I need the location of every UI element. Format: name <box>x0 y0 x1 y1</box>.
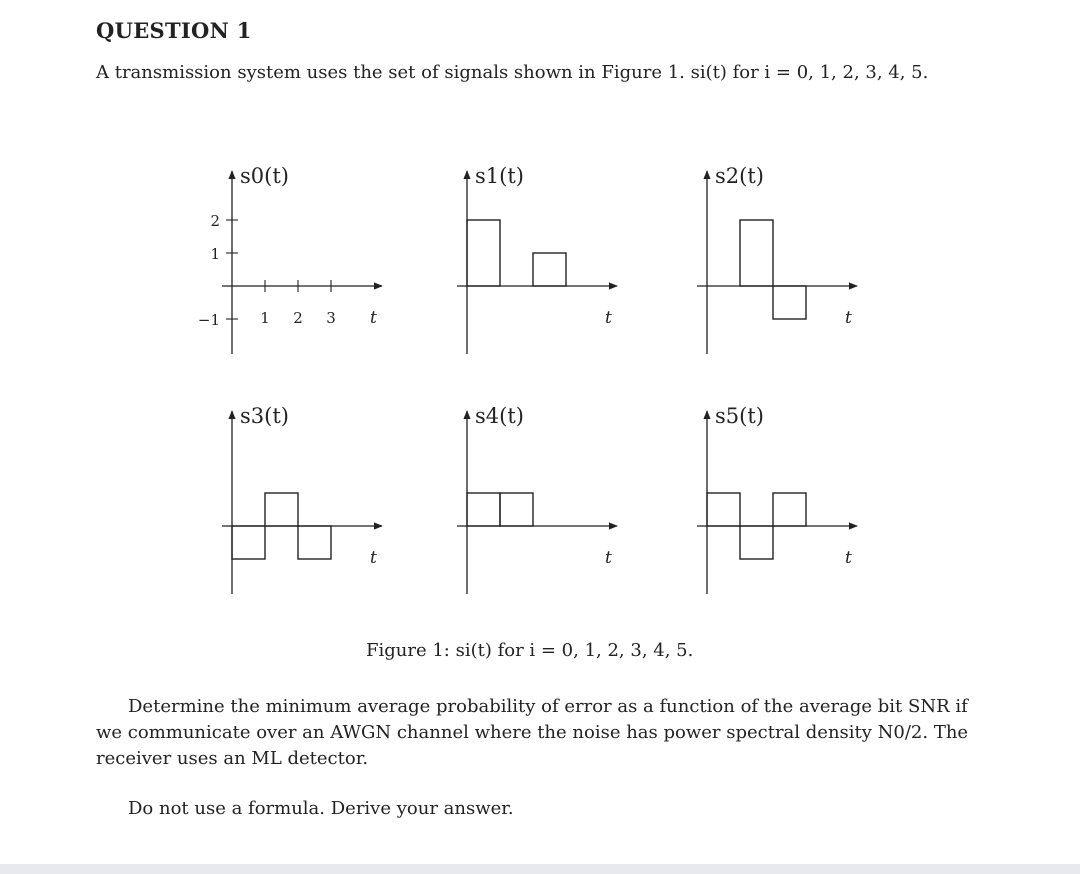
signal-1-label: s1(t) <box>475 164 524 188</box>
signal-0-t-label: t <box>370 308 377 328</box>
bottom-strip <box>0 864 1080 874</box>
signal-5-pulse <box>740 526 773 559</box>
signal-2-label: s2(t) <box>715 164 764 188</box>
signal-3-pulse <box>232 526 265 559</box>
signal-1-t-label: t <box>605 308 612 328</box>
signal-4-pulse <box>467 493 500 526</box>
signal-0-x-tick-label: 3 <box>326 309 336 327</box>
signal-0-x-tick-label: 2 <box>293 309 303 327</box>
signal-0-x-tick-label: 1 <box>260 309 270 327</box>
signal-0-y-tick-label: −1 <box>197 311 220 329</box>
signal-5-pulse <box>773 493 806 526</box>
signal-0-label: s0(t) <box>240 164 289 188</box>
signal-5-t-label: t <box>845 548 852 568</box>
signal-4-pulse <box>500 493 533 526</box>
signal-0-y-tick-label: 2 <box>210 212 220 230</box>
signal-2-pulse <box>773 286 806 319</box>
signal-2-pulse <box>740 220 773 286</box>
instruction-note: Do not use a formula. Derive your answer. <box>128 798 514 819</box>
question-title: QUESTION 1 <box>96 18 252 43</box>
signal-4-label: s4(t) <box>475 404 524 428</box>
signal-2-t-label: t <box>845 308 852 328</box>
signal-0-y-tick-label: 1 <box>210 245 220 263</box>
signal-1-pulse <box>467 220 500 286</box>
problem-paragraph: Determine the minimum average probability of error as a function of the average bit SNR if we communicate over an AWGN channel where the noise has power spectral density N0/2. The receiver uses an ML detector. <box>96 696 969 769</box>
signal-5-label: s5(t) <box>715 404 764 428</box>
signal-1-pulse <box>533 253 566 286</box>
question-intro: A transmission system uses the set of signals shown in Figure 1. si(t) for i = 0, 1, 2, 3, 4, 5. <box>96 62 929 83</box>
signal-3-label: s3(t) <box>240 404 289 428</box>
signal-3-pulse <box>265 493 298 526</box>
signal-3-t-label: t <box>370 548 377 568</box>
signal-5-pulse <box>707 493 740 526</box>
signal-3-pulse <box>298 526 331 559</box>
signal-4-t-label: t <box>605 548 612 568</box>
figure-caption: Figure 1: si(t) for i = 0, 1, 2, 3, 4, 5. <box>366 640 694 661</box>
